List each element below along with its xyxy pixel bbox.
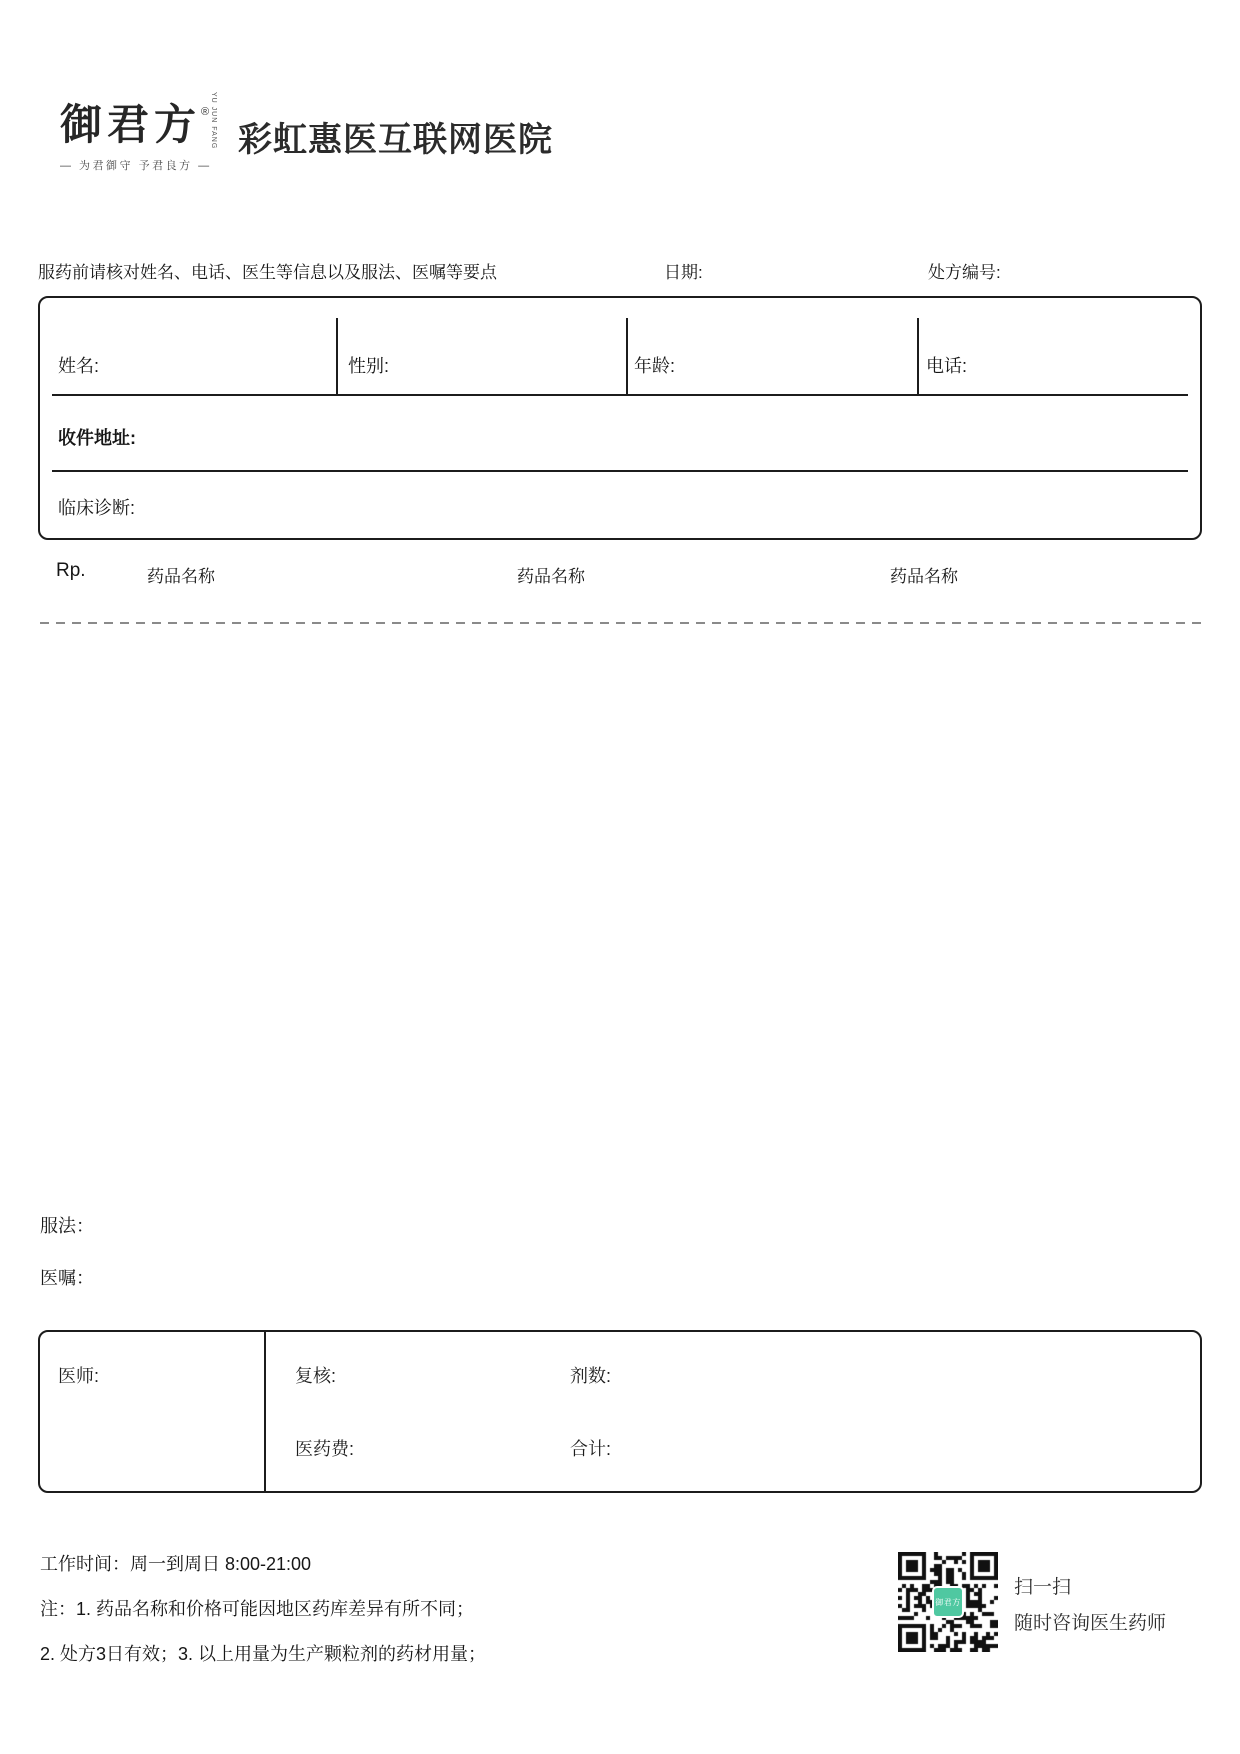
drug-name-column-header: 药品名称 (890, 567, 958, 586)
row-divider (52, 394, 1188, 396)
rp-label: Rp. (56, 560, 86, 581)
hospital-title: 彩虹惠医互联网医院 (238, 121, 553, 159)
qr-center-logo: 御君方 (932, 1586, 964, 1618)
cell-divider (336, 318, 338, 394)
footnote-line-2: 2. 处方3日有效；3. 以上用量为生产颗粒剂的药材用量； (40, 1644, 487, 1664)
doctor-advice-label: 医嘱： (40, 1268, 94, 1288)
patient-name-label: 姓名: (58, 356, 100, 376)
cell-divider (264, 1332, 266, 1491)
total-label: 合计: (570, 1439, 612, 1459)
medicine-fee-label: 医药费: (295, 1439, 355, 1459)
patient-gender-label: 性别: (348, 356, 390, 376)
brand-tagline: — 为君御守 予君良方 — (60, 160, 212, 172)
signature-fee-box (38, 1330, 1202, 1493)
prescription-number-label: 处方编号: (928, 263, 1001, 282)
qr-scan-hint: 随时咨询医生药师 (1014, 1613, 1167, 1634)
patient-age-label: 年龄: (634, 356, 676, 376)
date-label: 日期: (664, 263, 703, 282)
brand-logo-text: 御君方 (60, 100, 202, 149)
shipping-address-label: 收件地址: (58, 428, 136, 448)
clinical-diagnosis-label: 临床诊断: (58, 498, 136, 518)
row-divider (52, 470, 1188, 472)
doctor-label: 医师: (58, 1366, 100, 1386)
brand-logo (60, 92, 217, 173)
brand-logo-main (60, 92, 217, 152)
medication-check-notice: 服药前请核对姓名、电话、医生等信息以及服法、医嘱等要点 (38, 263, 497, 282)
drug-name-column-header: 药品名称 (517, 567, 585, 586)
footnote-line-1: 注：1. 药品名称和价格可能因地区药库差异有所不同； (40, 1599, 475, 1619)
drug-name-column-header: 药品名称 (147, 567, 215, 586)
brand-logo-pinyin: YU JUN FANG (210, 92, 218, 150)
patient-info-box (38, 296, 1202, 540)
dashed-separator (40, 622, 1202, 624)
cell-divider (917, 318, 919, 394)
review-label: 复核: (295, 1366, 337, 1386)
usage-label: 服法： (40, 1216, 94, 1236)
working-hours-text: 工作时间：周一到周日 8:00-21:00 (40, 1554, 312, 1574)
doses-label: 剂数: (570, 1366, 612, 1386)
qr-code (898, 1552, 998, 1652)
patient-phone-label: 电话: (926, 356, 968, 376)
qr-scan-label: 扫一扫 (1014, 1577, 1072, 1598)
cell-divider (626, 318, 628, 394)
registered-trademark-icon: ® (201, 106, 210, 118)
